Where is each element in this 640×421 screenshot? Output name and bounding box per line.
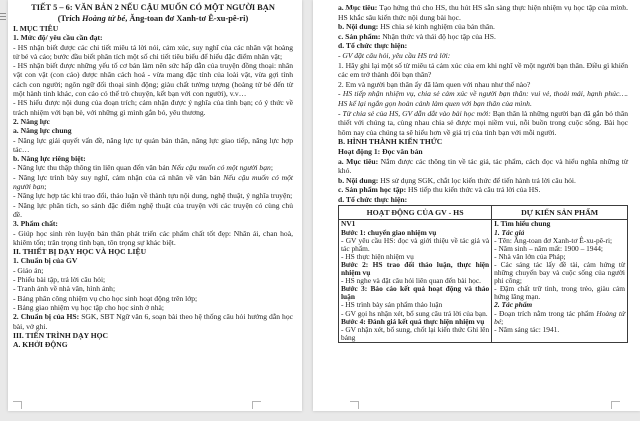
paragraph bbox=[13, 136, 293, 155]
paragraph bbox=[338, 185, 628, 195]
paragraph bbox=[341, 326, 489, 342]
text-run: c. Sản phẩm: bbox=[338, 31, 381, 41]
paragraph bbox=[13, 24, 293, 33]
text-run: a. Năng lực chung bbox=[13, 126, 72, 136]
text-run: 1. Hãy ghi lại một số từ miêu tả cảm xúc của em khi nghĩ về một người bạn thân. Điều gì khiến các em trở thành đôi bạn thân? bbox=[338, 60, 628, 80]
text-run: b. Năng lực riêng biệt: bbox=[13, 154, 86, 164]
text-run: - HS nghe và đặt câu hỏi liên quan đến bài học. bbox=[341, 276, 481, 286]
column-header-gv-hs: HOẠT ĐỘNG CỦA GV - HS bbox=[339, 206, 492, 220]
paragraph bbox=[13, 331, 293, 340]
paragraph bbox=[494, 285, 625, 301]
text-run: d. Tổ chức thực hiện: bbox=[338, 194, 408, 204]
text-run: A. KHỞI ĐỘNG bbox=[13, 340, 68, 350]
paragraph bbox=[13, 2, 293, 13]
right-page-content bbox=[338, 3, 628, 343]
activity-table-body-row bbox=[339, 220, 628, 342]
paragraph bbox=[13, 256, 293, 265]
text-run: I. MỤC TIÊU bbox=[13, 24, 59, 33]
text-run: - HS nhận biết được các chi tiết miêu tả lời nói, cảm xúc, suy nghĩ của các nhân vật hoàng tử bé và cáo; bước đầu biết phân tích một số chi tiết tiêu biểu để hiểu đặc điểm nhân vật; bbox=[13, 42, 293, 61]
paragraph bbox=[13, 229, 293, 248]
paragraph bbox=[13, 126, 293, 135]
text-boundary-mark bbox=[350, 401, 359, 409]
paragraph bbox=[494, 261, 625, 285]
paragraph bbox=[13, 43, 293, 62]
text-boundary-mark bbox=[617, 9, 627, 10]
text-run: - Đậm chất trữ tình, trong trẻo, giàu cảm hứng lãng mạn. bbox=[494, 284, 625, 302]
cell-expected-products bbox=[492, 220, 628, 342]
paragraph bbox=[338, 109, 628, 138]
paragraph bbox=[341, 285, 489, 301]
text-run: B. HÌNH THÀNH KIẾN THỨC bbox=[338, 137, 443, 147]
left-page-content bbox=[13, 2, 293, 349]
paragraph bbox=[13, 201, 293, 220]
text-run: (Trích bbox=[57, 14, 83, 23]
paragraph bbox=[13, 191, 293, 200]
activity-table bbox=[338, 205, 628, 342]
paragraph bbox=[494, 310, 625, 326]
text-run: a. Mục tiêu: bbox=[338, 156, 379, 166]
text-run: ; bbox=[270, 163, 273, 173]
text-run: NV1 bbox=[341, 219, 356, 229]
text-run: 1. Tác giả bbox=[494, 227, 525, 237]
paragraph bbox=[13, 154, 293, 163]
text-run: Nhận thức và thái độ học tập của HS. bbox=[380, 31, 496, 41]
paragraph bbox=[338, 89, 628, 108]
text-run: Hoàng tử bé bbox=[82, 14, 126, 23]
text-run: - Năng lực trình bày suy nghĩ, cảm nhận của cá nhân về văn bản bbox=[13, 172, 224, 182]
paragraph bbox=[338, 80, 628, 90]
paragraph bbox=[13, 117, 293, 126]
paragraph bbox=[13, 173, 293, 192]
text-run: Hoàng tử bé bbox=[494, 308, 625, 326]
text-run: - Nhà văn lớn của Pháp; bbox=[494, 251, 566, 261]
paragraph bbox=[13, 247, 293, 256]
text-boundary-mark bbox=[611, 401, 620, 409]
paragraph bbox=[338, 22, 628, 32]
text-run: II. THIẾT BỊ DẠY HỌC VÀ HỌC LIỆU bbox=[13, 247, 147, 257]
text-run: - GV nhận xét, bổ sung, chốt lại kiến thức Ghi lên bảng bbox=[341, 324, 490, 342]
gv-hs-activities-text bbox=[341, 220, 489, 341]
text-run: 1. Chuẩn bị của GV bbox=[13, 256, 78, 266]
text-run: Nếu cậu muốn có một người bạn bbox=[13, 172, 293, 192]
paragraph bbox=[338, 41, 628, 51]
paragraph bbox=[341, 237, 489, 253]
text-run: Bước 2: HS trao đổi thảo luận, thực hiện nhiệm vụ bbox=[341, 259, 490, 278]
paragraph bbox=[13, 13, 293, 24]
text-run: - Tranh ảnh về nhà văn, hình ảnh; bbox=[13, 284, 116, 294]
lesson-title bbox=[13, 2, 293, 24]
text-run: , Ăng-toan đơ Xanh-tơ Ê-xu-pê-ri) bbox=[125, 14, 249, 23]
text-run: ; bbox=[44, 182, 47, 192]
paragraph bbox=[338, 51, 628, 61]
text-run: 1. Mức độ/ yêu cầu cần đạt: bbox=[13, 33, 103, 43]
text-run: - HS trình bày sản phẩm thảo luận bbox=[341, 300, 443, 310]
text-run: Nắm được các thông tin về tác giả, tác phẩm, cách đọc và hiểu nghĩa những từ khó. bbox=[338, 156, 629, 176]
text-run: SGK, SBT Ngữ văn 6, soạn bài theo hệ thống câu hỏi hướng dẫn học bài, vở ghi. bbox=[13, 312, 293, 331]
text-run: b. Nội dung: bbox=[338, 22, 379, 32]
text-run: - Năng lực giải quyết vấn đề, năng lực tự quản bản thân, năng lực giao tiếp, năng lực hợp tác… bbox=[13, 135, 293, 154]
expected-products-text bbox=[494, 220, 625, 333]
paragraph bbox=[13, 340, 293, 349]
left-page-body bbox=[13, 24, 293, 349]
paragraph bbox=[338, 195, 628, 205]
text-run: - HS nhận biết được những yếu tố cơ bản làm nên sức hấp dẫn của truyện đồng thoại: nhân vật con vật (con cáo) được nhân cách hoá - vừa mang đặc tính của loài vật, vừa gợi tính cách con người; ngôn ngữ đối thoại sinh động; giàu chất tưởng tượng (hoàng tử bé đến từ một hành tinh khác, con cáo có thể trò chuyện, kết bạn với con người), v.v… bbox=[13, 61, 293, 99]
text-run: 2. Chuẩn bị của HS: bbox=[13, 312, 80, 322]
activity-table-header-row bbox=[339, 206, 628, 220]
text-run: - HS tiếp nhận nhiệm vụ, chia sẻ cảm xúc về người bạn thân: vui vẻ, thoải mái, hạnh phúc…. HS kể lại ngắn gọn hoàn cảnh làm quen với bạn thân của mình. bbox=[338, 89, 628, 108]
text-run: - Phiếu bài tập, trả lời câu hỏi; bbox=[13, 275, 106, 285]
text-run: Hoạt động 1: Đọc văn bản bbox=[338, 146, 423, 156]
paragraph bbox=[13, 312, 293, 331]
text-run: - Từ chia sẻ của HS, GV dẫn dắt vào bài học mới: bbox=[338, 108, 493, 118]
text-run: 2. Em và người bạn thân ấy đã làm quen với nhau như thế nào? bbox=[338, 79, 531, 89]
text-run: - HS hiểu được nội dung của đoạn trích; cảm nhận được ý nghĩa của tình bạn; có ý thức về trách nhiệm với bạn bè, với những gì mình gắn bó, yêu thương. bbox=[13, 98, 293, 117]
paragraph bbox=[13, 266, 293, 275]
text-run: HS chia sẻ kinh nghiệm của bản thân. bbox=[378, 22, 495, 32]
paragraph bbox=[338, 32, 628, 42]
paragraph bbox=[13, 303, 293, 312]
text-run: - Năm sinh – năm mất: 1900 – 1944; bbox=[494, 243, 603, 253]
text-run: I. Tìm hiểu chung bbox=[494, 219, 551, 229]
text-run: ; bbox=[501, 316, 504, 326]
document-page-right bbox=[313, 0, 640, 411]
text-run: 2. Năng lực bbox=[13, 116, 50, 126]
right-page-body bbox=[338, 3, 628, 204]
text-run: - GV yêu cầu HS: đọc và giới thiệu về tác giả và tác phẩm. bbox=[341, 235, 490, 253]
text-run: HS sử dụng SGK, chắt lọc kiến thức để tiến hành trả lời câu hỏi. bbox=[378, 175, 576, 185]
column-header-du-kien: DỰ KIẾN SẢN PHẨM bbox=[492, 206, 628, 220]
text-run: - Các sáng tác lấy đề tài, cảm hứng từ những chuyến bay và cuộc sống của người phi công; bbox=[494, 259, 625, 286]
text-run: - Đoạn trích nằm trong tác phẩm bbox=[494, 308, 597, 318]
text-run: a. Mục tiêu: bbox=[338, 3, 378, 12]
text-run: - Giúp học sinh rèn luyện bản thân phát triển các phẩm chất tốt đẹp: Nhân ái, chan hoà, khiêm tốn; trân trọng tình bạn, tôn trọng sự khác biệt. bbox=[13, 228, 293, 247]
paragraph bbox=[13, 33, 293, 42]
paragraph bbox=[338, 147, 628, 157]
text-run: - Giáo án; bbox=[13, 265, 44, 275]
text-run: 3. Phẩm chất: bbox=[13, 219, 58, 229]
text-run: Bước 1: chuyển giao nhiệm vụ bbox=[341, 227, 437, 237]
text-run: - HS thực hiện nhiệm vụ bbox=[341, 251, 414, 261]
text-run: - GV gọi hs nhận xét, bổ sung câu trả lời của bạn. bbox=[341, 308, 488, 318]
paragraph bbox=[13, 294, 293, 303]
text-run: HS tiếp thu kiến thức và câu trả lời của HS. bbox=[406, 185, 541, 195]
text-run: - Năng lực phân tích, so sánh đặc điểm nghệ thuật của truyện với các truyện có cùng chủ đề. bbox=[13, 200, 293, 219]
text-run: Bạn thân là những người bạn đã gắn bó thân thiết với chúng ta, cùng nhau chia sẻ được mọi niềm vui, nỗi buồn trong cuộc sống. Bài học hôm nay của chúng ta sẽ hiểu hơn về giá trị của tình bạn với mỗi người. bbox=[338, 108, 628, 137]
text-run: - Bảng phân công nhiệm vụ cho học sinh hoạt động trên lớp; bbox=[13, 293, 198, 303]
paragraph bbox=[338, 137, 628, 147]
text-run: - Năng lực hợp tác khi trao đổi, thảo luận về thành tựu nội dung, nghệ thuật, ý nghĩa truyện; bbox=[13, 191, 293, 201]
document-page-left bbox=[8, 0, 302, 411]
text-run: - Bảng giao nhiệm vụ học tập cho học sinh ở nhà; bbox=[13, 302, 165, 312]
text-run: 2. Tác phẩm bbox=[494, 300, 533, 310]
text-run: d. Tổ chức thực hiện: bbox=[338, 41, 408, 51]
text-run: Bước 3: Báo cáo kết quả hoạt động và thảo luận bbox=[341, 284, 490, 302]
paragraph bbox=[338, 3, 628, 22]
paragraph bbox=[13, 61, 293, 98]
text-run: Tạo hứng thú cho HS, thu hút HS sẵn sàng thực hiện nhiệm vụ học tập của mình. HS khắc sâu kiến thức nội dung bài học. bbox=[338, 3, 629, 22]
paragraph bbox=[338, 176, 628, 186]
paragraph bbox=[13, 163, 293, 172]
text-run: - Năm sáng tác: 1941. bbox=[494, 324, 560, 334]
paragraph bbox=[338, 61, 628, 80]
text-run: Nếu cậu muốn có một người bạn bbox=[171, 163, 271, 173]
text-run: - GV đặt câu hỏi, yêu cầu HS trả lời: bbox=[338, 50, 451, 60]
paragraph bbox=[341, 261, 489, 277]
text-boundary-mark bbox=[13, 401, 22, 409]
text-run: b. Nội dung: bbox=[338, 175, 379, 185]
margin-lines-icon bbox=[0, 13, 6, 14]
paragraph bbox=[338, 157, 628, 176]
text-run: c. Sản phẩm học tập: bbox=[338, 185, 407, 195]
text-run: III. TIẾN TRÌNH DẠY HỌC bbox=[13, 330, 109, 340]
paragraph bbox=[494, 326, 625, 334]
cell-gv-hs-activities bbox=[339, 220, 492, 342]
text-boundary-mark bbox=[345, 9, 355, 10]
paragraph bbox=[13, 219, 293, 228]
paragraph bbox=[13, 284, 293, 293]
text-run: TIẾT 5 – 6: VĂN BẢN 2 NẾU CẬU MUỐN CÓ MỘT NGƯỜI BẠN bbox=[31, 3, 275, 12]
text-boundary-mark bbox=[252, 401, 261, 409]
text-run: Bước 4: Đánh giá kết quả thực hiện nhiệm vụ bbox=[341, 316, 485, 326]
text-run: - Năng lực thu thập thông tin liên quan đến văn bản bbox=[13, 163, 172, 173]
paragraph bbox=[13, 98, 293, 117]
text-run: - Tên: Ăng-toan đơ Xanh-tơ Ê-xu-pê-ri; bbox=[494, 235, 613, 245]
paragraph bbox=[13, 275, 293, 284]
